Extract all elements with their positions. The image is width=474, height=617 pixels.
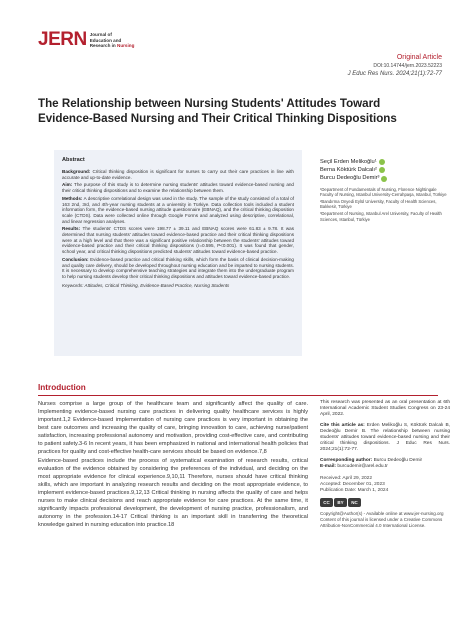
orcid-icon[interactable] — [379, 159, 385, 165]
conclusion-text: Evidence-based practice and critical thinking skills, which form the basis of clinical decision-making and quality care delivery, should be developed throughout nursing education and be imparted to nursing students. It is necessary to develop comprehensive teaching strategies and integrate them into the undergraduate program to help nursing students develop their critical thinking dispositions and attitudes toward evidence-based practice. — [62, 256, 294, 279]
author-1[interactable] — [320, 158, 450, 166]
author-name: Berna Köktürk Dalcalı² — [320, 167, 377, 174]
journal-logo — [38, 30, 134, 49]
affiliation-1: ¹Department of Fundamentals of Nursing, Florence Nightingale Faculty of Nursing, Istanbul University-Cerrahpaşa, Istanbul, Türkiye — [320, 186, 447, 197]
author-2[interactable] — [320, 166, 450, 174]
corr-label: Corresponding author: — [320, 458, 373, 464]
abstract-box — [54, 150, 302, 356]
results-text: The students' CTDS scores were 198.77 ± 39.11 and EBNAQ scores were 61.83 ± 9.78. It was determined that nursing students' attitudes toward evidence-based practice and their critical thinking dispositions were at a high level and that there was a significant positive relationship between the students' attitudes toward evidence-based practice and their critical thinking dispositions (r=0.595, P<0.001). It was found that gender, school year, and critical thinking dispositions predicted students' attitudes toward evidence-based practice. — [62, 226, 294, 255]
aim-text: The purpose of this study is to determine nursing students' attitudes toward evidence-based nursing and their critical thinking dispositions and to examine the relationship between them. — [62, 182, 294, 194]
background-label: Background: — [62, 169, 91, 174]
methods-label: Methods: — [62, 195, 83, 201]
corresponding-author — [320, 458, 450, 470]
logo-line-2: Education and — [89, 37, 122, 43]
article-type: Original Article — [396, 54, 442, 61]
cite-label: Cite this article as: — [320, 423, 365, 429]
abstract-methods — [62, 196, 294, 225]
logo-mark: JERN — [38, 29, 87, 50]
cite-as — [320, 423, 450, 452]
nc-icon: NC — [348, 498, 361, 507]
article-title: The Relationship between Nursing Students' Attitudes Toward Evidence-Based Nursing and Their Critical Thinking Dispositions — [38, 97, 397, 125]
logo-line-3-text: Research in — [89, 43, 116, 49]
article-dates — [320, 476, 450, 493]
cc-icon: CC — [320, 498, 333, 507]
copyright-note: Copyright@Author(s) - Available online at www.jer-nursing.org Content of this journal is licensed under a Creative Commons Attribution-NonCommercial 4.0 International License. — [320, 511, 444, 528]
orcid-icon[interactable] — [379, 167, 385, 173]
logo-line-1: Journal of — [89, 32, 112, 37]
methods-text: A descriptive correlational design was used in the study. The sample of the study consisted of a total of 163 2nd, 3rd, and 4th-year nursing students at a university in Türkiye. Data collection tools included a student information form, the evidence-based nursing attitude questionnaire (EBNAQ), and the critical thinking disposition scale (CTDS). Data were collected online through Google Forms and analyzed using descriptive, correlational, and linear regression analyses. — [62, 195, 294, 224]
cite-text: Erden Melikoğlu S, Köktürk Dalcalı B, Dedeoğlu Demir B. The relationship between nursing students' attitudes toward evidence-based nursing and their critical thinking dispositions. J Educ Res Nurs. 2024;21(1):72-77. — [320, 423, 450, 452]
aim-label: Aim: — [62, 182, 73, 188]
logo-nursing: Nursing — [117, 43, 135, 49]
article-meta — [348, 54, 442, 79]
received-date: Received: April 29, 2022 — [320, 475, 372, 481]
intro-heading: Introduction — [38, 383, 86, 392]
presentation-note: This research was presented as an oral presentation at 6th International Academic Student Studies Congress on 23-24 April, 2022. — [320, 400, 450, 417]
intro-body — [38, 400, 308, 530]
intro-paragraph-2: Evidence-based practices include the process of systematical examination of research results, critical evaluation of the evidence obtained by considering the preferences of the individual, and deciding on the most appropriate evidence for clinical experience.9,10,11 Therefore, nurses should have critical thinking skills, which are important in analyzing research results and deciding on the most appropriate evidence, to implement evidence-based practices.9,12,13 Critical thinking in nursing affects the quality of care and helps nurses to make clinical decisions and reach appropriate evidence for care practices. At the same time, it significantly impacts professional development, the development of nursing practice, professionalism, and autonomy in the profession.14-17 Critical thinking is an important skill in transferring the theoretical knowledge gained in nursing education into practice.18 — [38, 458, 308, 528]
cc-license-badge[interactable] — [320, 498, 450, 507]
email-label: E-mail: — [320, 464, 336, 470]
article-doi[interactable]: DOI:10.14744/jern.2023.52223 — [373, 63, 442, 69]
accepted-date: Accepted: December 01, 2023 — [320, 481, 385, 487]
affiliation-2: ²Bandırma Onyedi Eylül University, Faculty of Health Sciences, Balıkesir, Türkiye — [320, 199, 437, 210]
affiliations — [320, 187, 450, 222]
logo-line-3 — [90, 43, 135, 49]
affiliation-3: ³Department of Nursing, Istanbul Arel University, Faculty of Health Sciences, Istanbul, Türkiye — [320, 211, 442, 222]
side-notes — [320, 400, 450, 528]
intro-paragraph-1: Nurses comprise a large group of the healthcare team and significantly affect the quality of care. Implementing evidence-based nursing care practices in delivering quality healthcare services is highly important.1,2 Evidence-based implementation of nursing care practices is very important in obtaining the best care outcomes and increasing the quality of care, bringing innovation to care, achieving nurse/patient satisfaction, increasing professional autonomy and motivation, providing cost-effective care, and contributing to patient safety.3-6 In recent years, it has been emphasized in national and international health policies that practices for quality and cost-effective health-care services should be based on evidence.7,8 — [38, 401, 308, 455]
conclusion-label: Conclusion: — [62, 256, 89, 262]
background-text: Critical thinking disposition is significant for nurses to carry out their care practices in line with accurate and up-to-date evidence. — [62, 169, 294, 180]
abstract-background — [62, 169, 294, 180]
author-name: Burcu Dedeoğlu Demir³ — [320, 175, 380, 182]
journal-citation: J Educ Res Nurs. 2024;21(1):72-77 — [347, 71, 442, 77]
results-label: Results: — [62, 226, 81, 232]
section-divider — [38, 395, 438, 396]
corr-name: Burcu Dedeoğlu Demir — [373, 458, 423, 464]
abstract-results — [62, 226, 294, 255]
logo-text — [90, 32, 135, 49]
abstract-aim — [62, 182, 294, 193]
author-block — [320, 158, 450, 224]
abstract-keywords: Keywords: Attitudes, Critical Thinking, Evidence-Based Practice, Nursing Students — [62, 282, 230, 288]
abstract-heading: Abstract — [62, 157, 85, 163]
author-name: Seçil Erden Melikoğlu¹ — [320, 159, 377, 165]
orcid-icon[interactable] — [381, 176, 387, 182]
email-link[interactable]: burcudemir@arel.edu.tr — [337, 464, 388, 470]
publication-date: Publication Date: March 1, 2024 — [320, 487, 389, 493]
abstract-conclusion — [62, 257, 294, 280]
by-icon: BY — [334, 498, 347, 507]
author-3[interactable] — [320, 174, 450, 182]
